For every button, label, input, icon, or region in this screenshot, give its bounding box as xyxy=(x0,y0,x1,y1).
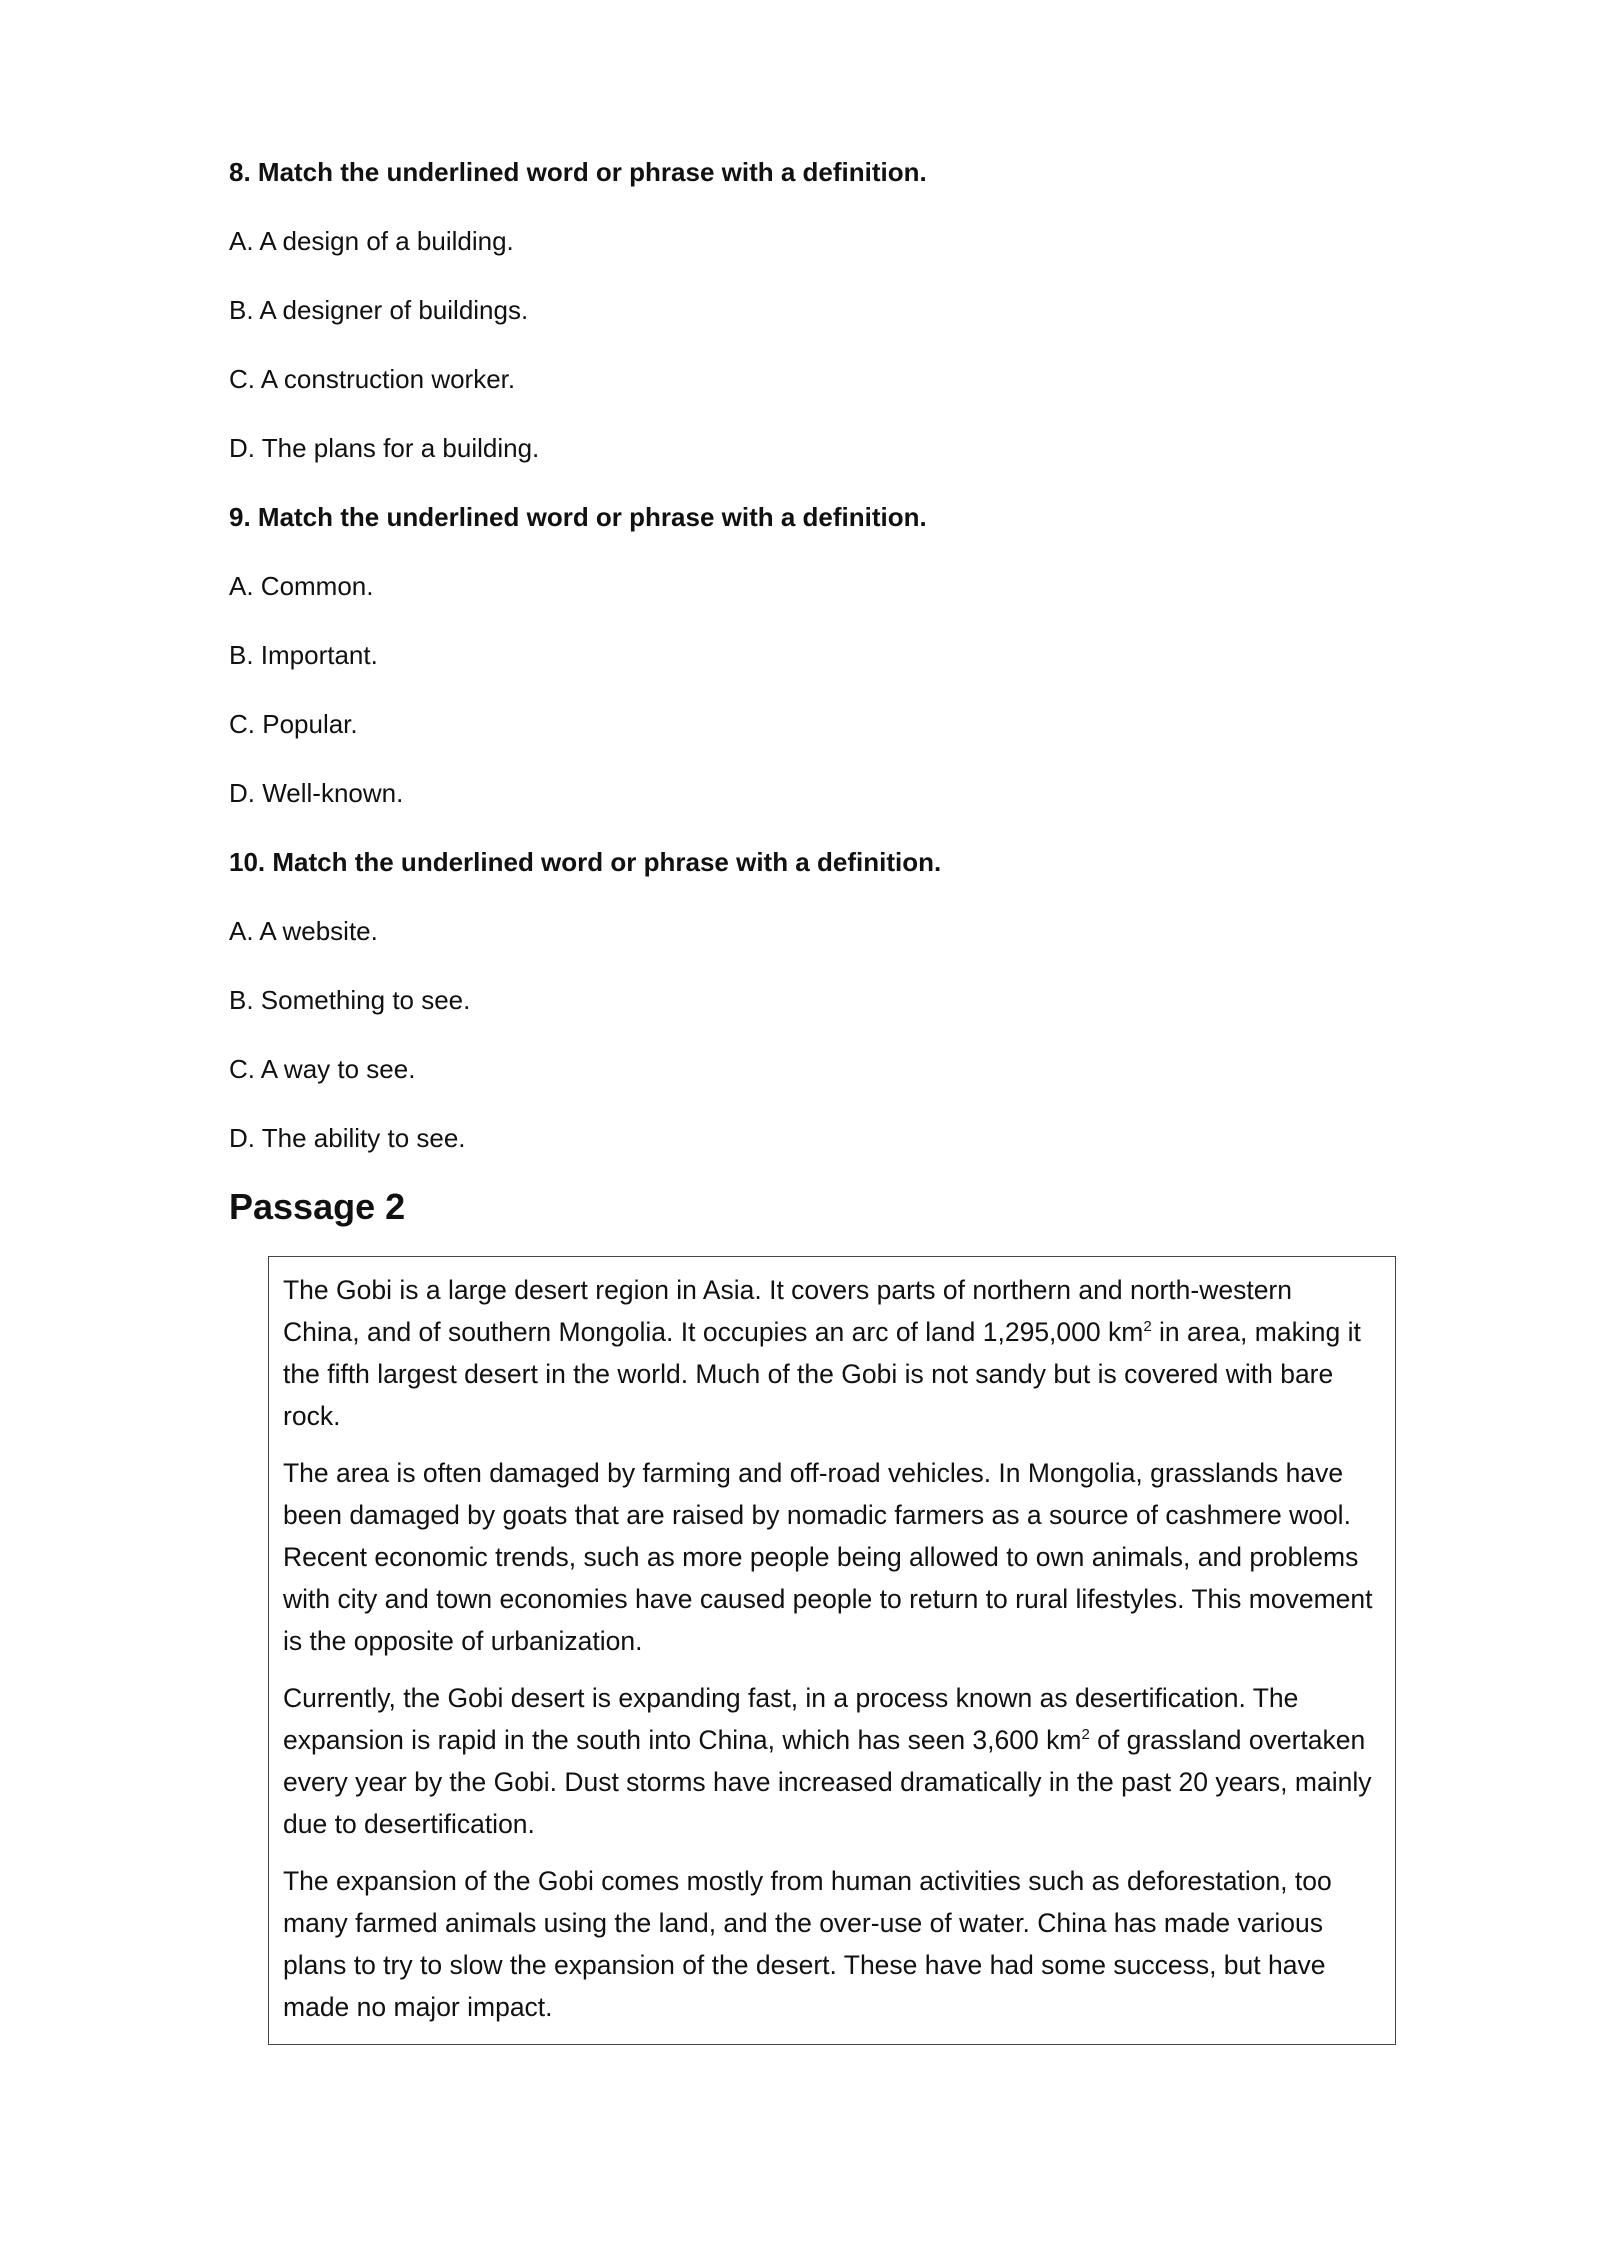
question-9-option-c: C. Popular. xyxy=(229,709,358,739)
question-10-option-c: C. A way to see. xyxy=(229,1054,416,1084)
passage-paragraph-4: The expansion of the Gobi comes mostly from human activities such as deforestation, too many farmed animals using the land, and the over-use of water. China has made various plans to try to slow the expansion of the desert. These have had some success, but have made no major impact. xyxy=(283,1866,1332,2022)
question-10-prompt: 10. Match the underlined word or phrase with a definition. xyxy=(229,847,942,877)
passage-paragraph-3-text-b: of grassland overtaken every year by the Gobi. Dust storms have increased dramatically in the past 20 years, mainly due to desertification. xyxy=(283,1725,1372,1839)
question-9-option-b: B. Important. xyxy=(229,640,378,670)
passage-heading: Passage 2 xyxy=(229,1186,406,1227)
question-8-option-d: D. The plans for a building. xyxy=(229,433,540,463)
passage-box xyxy=(268,1256,1396,2045)
question-10-option-a: A. A website. xyxy=(229,916,378,946)
passage-paragraph-3-superscript: 2 xyxy=(1081,1726,1090,1743)
question-9-option-a: A. Common. xyxy=(229,571,374,601)
question-8-option-a: A. A design of a building. xyxy=(229,226,514,256)
passage-paragraph-1 xyxy=(283,1269,1375,1437)
question-10-option-d: D. The ability to see. xyxy=(229,1123,466,1153)
passage-paragraph-3-text-a: Currently, the Gobi desert is expanding fast, in a process known as desertification. The expansion is rapid in the south into China, which has seen 3,600 km xyxy=(283,1683,1299,1755)
passage-paragraph-2: The area is often damaged by farming and off-road vehicles. In Mongolia, grasslands have been damaged by goats that are raised by nomadic farmers as a source of cashmere wool. Recent economic trends, such as more people being allowed to own animals, and problems with city and town economies have caused people to return to rural lifestyles. This movement is the opposite of urbanization. xyxy=(283,1458,1373,1656)
passage-paragraph-1-text-b: in area, making it the fifth largest desert in the world. Much of the Gobi is not sandy but is covered with bare rock. xyxy=(283,1317,1361,1431)
passage-paragraph-1-text-a: The Gobi is a large desert region in Asia. It covers parts of northern and north-western China, and of southern Mongolia. It occupies an arc of land 1,295,000 km xyxy=(283,1275,1292,1347)
question-9-option-d: D. Well-known. xyxy=(229,778,404,808)
question-8-option-c: C. A construction worker. xyxy=(229,364,516,394)
passage-paragraph-3 xyxy=(283,1677,1375,1845)
passage-paragraph-1-superscript: 2 xyxy=(1143,1318,1152,1335)
question-8-option-b: B. A designer of buildings. xyxy=(229,295,529,325)
question-8-prompt: 8. Match the underlined word or phrase with a definition. xyxy=(229,157,927,187)
question-10-option-b: B. Something to see. xyxy=(229,985,471,1015)
question-9-prompt: 9. Match the underlined word or phrase with a definition. xyxy=(229,502,927,532)
question-list xyxy=(229,150,1409,1185)
